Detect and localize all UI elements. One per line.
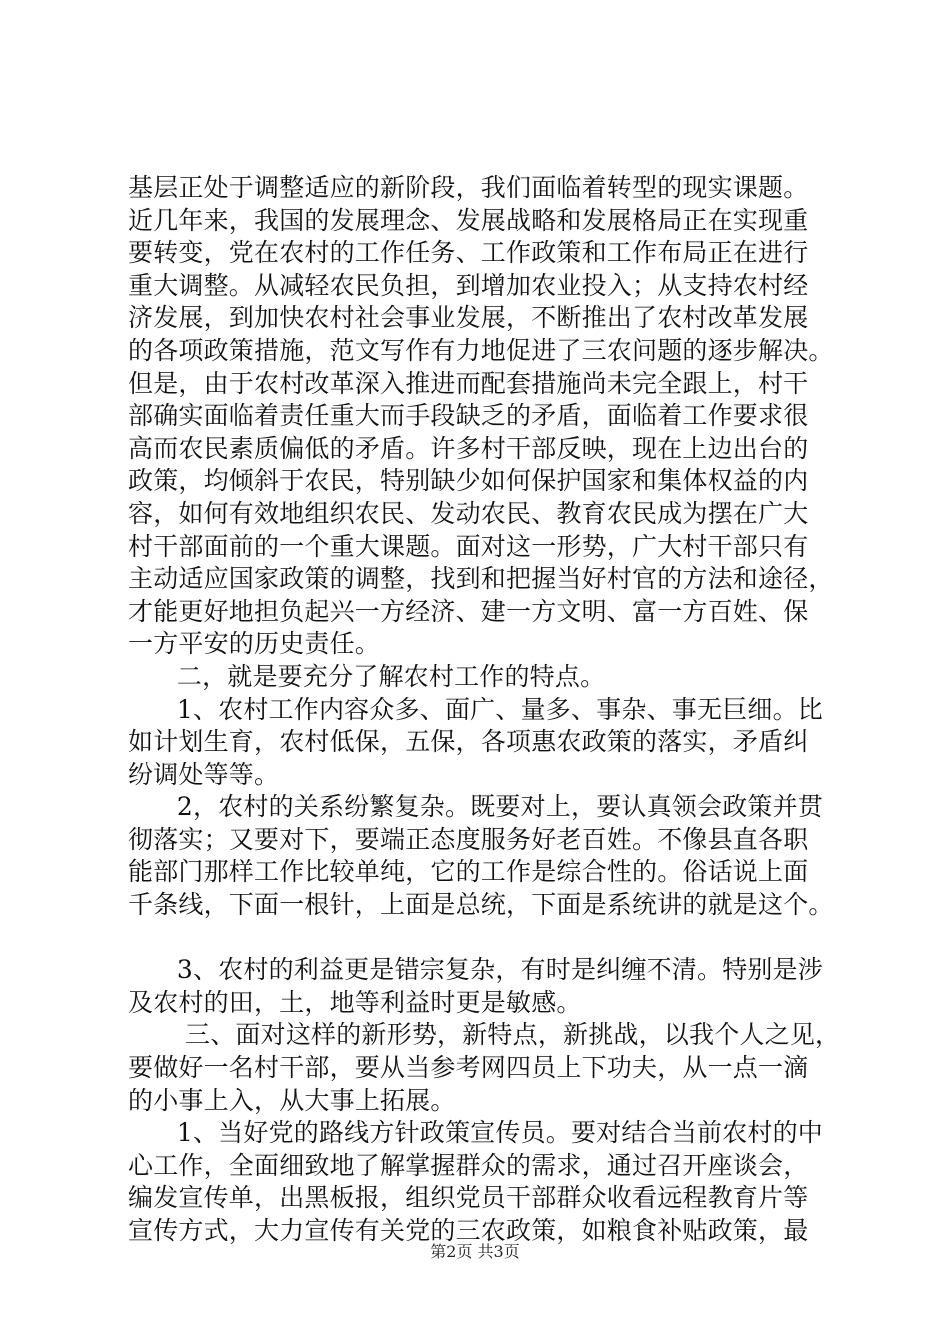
text-line: 如计划生育，农村低保，五保，各项惠农政策的落实，矛盾纠 <box>128 727 809 757</box>
page-footer: 第2页 共3页 <box>430 1242 520 1261</box>
text-line: 的小事上入，从大事上拓展。 <box>128 1085 456 1115</box>
text-line: 要做好一名村干部，要从当参考网四员上下功夫，从一点一滴 <box>128 1053 809 1083</box>
text-line: 1、当好党的路线方针政策宣传员。要对结合当前农村的中 <box>128 1118 823 1148</box>
blank-line <box>128 922 868 955</box>
text-line: 及农村的田，土，地等利益时更是敏感。 <box>128 987 582 1017</box>
text-line: 心工作，全面细致地了解掌握群众的需求，通过召开座谈会， <box>128 1150 809 1180</box>
text-line: 村干部面前的一个重大课题。面对这一形势，广大村干部只有 <box>128 531 809 561</box>
text-line: 要转变，党在农村的工作任务、工作政策和工作布局正在进行 <box>128 238 809 268</box>
text-line: 彻落实；又要对下，要端正态度服务好老百姓。不像县直各职 <box>128 824 809 854</box>
document-body <box>128 172 868 1248</box>
text-line: 容，如何有效地组织农民、发动农民、教育农民成为摆在广大 <box>128 498 809 528</box>
text-line: 千条线，下面一根针，上面是总统，下面是系统讲的就是这个。 <box>128 890 834 920</box>
text-line: 政策，均倾斜于农民，特别缺少如何保护国家和集体权益的内 <box>128 466 809 496</box>
text-line: 宣传方式，大力宣传有关党的三农政策，如粮食补贴政策，最 <box>128 1216 809 1245</box>
text-line: 重大调整。从减轻农民负担，到增加农业投入；从支持农村经 <box>128 270 809 300</box>
text-line: 主动适应国家政策的调整，找到和把握当好村官的方法和途径， <box>128 564 834 594</box>
text-line: 一方平安的历史责任。 <box>128 629 381 659</box>
text-line: 1、农村工作内容众多、面广、量多、事杂、事无巨细。比 <box>128 694 823 724</box>
text-line: 能部门那样工作比较单纯，它的工作是综合性的。俗话说上面 <box>128 857 809 887</box>
text-line: 纷调处等等。 <box>128 759 280 789</box>
text-line: 编发宣传单，出黑板报，组织党员干部群众收看远程教育片等 <box>128 1183 809 1213</box>
text-line: 济发展，到加快农村社会事业发展，不断推出了农村改革发展 <box>128 303 809 333</box>
text-line: 的各项政策措施，范文写作有力地促进了三农问题的逐步解决。 <box>128 335 834 365</box>
text-line: 但是，由于农村改革深入推进而配套措施尚未完全跟上，村干 <box>128 368 809 398</box>
text-line: 基层正处于调整适应的新阶段，我们面临着转型的现实课题。 <box>128 173 809 202</box>
text-line: 二，就是要充分了解农村工作的特点。 <box>128 661 606 691</box>
text-line: 近几年来，我国的发展理念、发展战略和发展格局正在实现重 <box>128 205 809 235</box>
text-line: 3、农村的利益更是错宗复杂，有时是纠缠不清。特别是涉 <box>128 955 823 985</box>
text-line: 三、面对这样的新形势，新特点，新挑战，以我个人之见， <box>128 1020 841 1050</box>
text-line: 2，农村的关系纷繁复杂。既要对上，要认真领会政策并贯 <box>128 792 823 822</box>
text-line: 部确实面临着责任重大而手段缺乏的矛盾，面临着工作要求很 <box>128 401 809 431</box>
text-line: 才能更好地担负起兴一方经济、建一方文明、富一方百姓、保 <box>128 596 809 626</box>
text-line: 高而农民素质偏低的矛盾。许多村干部反映，现在上边出台的 <box>128 433 809 463</box>
